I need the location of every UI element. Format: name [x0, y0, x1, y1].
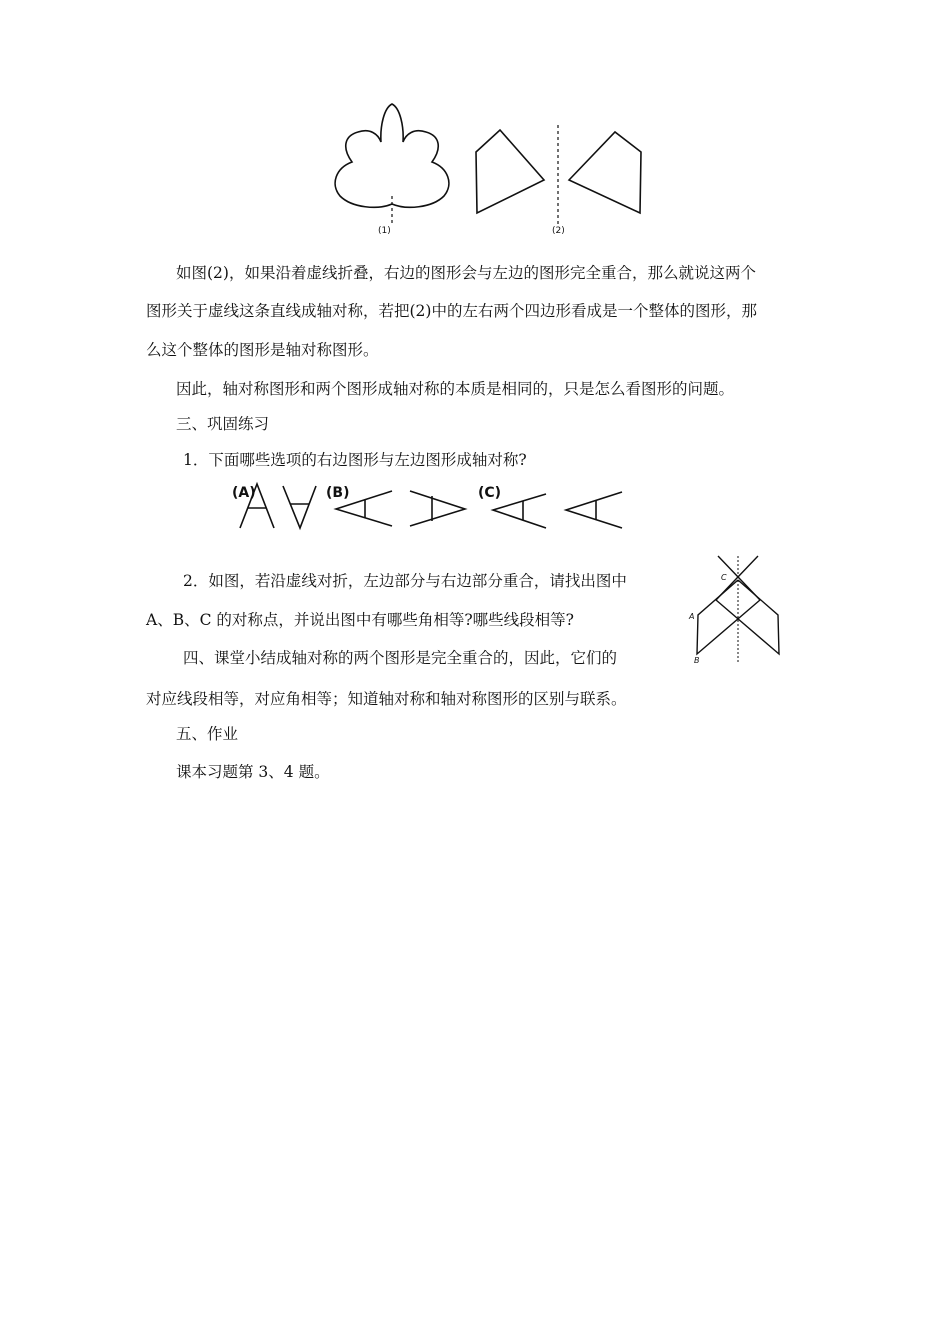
option-b-left-shape	[336, 491, 392, 526]
quadrilateral-right	[569, 132, 641, 213]
option-a-right-shape	[283, 486, 316, 528]
q2-point-a: A	[689, 612, 695, 621]
paragraph-2: 因此，轴对称图形和两个图形成轴对称的本质是相同的，只是怎么看图形的问题。	[176, 380, 735, 398]
section-3-heading: 三、巩固练习	[176, 415, 270, 433]
paragraph-1-line-2: 图形关于虚线这条直线成轴对称，若把(2)中的左右两个四边形看成是一个整体的图形，那	[146, 302, 757, 320]
option-a-left-shape	[240, 484, 274, 528]
option-c-left-shape	[493, 494, 546, 528]
question-1: 1．下面哪些选项的右边图形与左边图形成轴对称?	[183, 451, 527, 469]
option-c-right-shape	[566, 492, 622, 528]
figure-label-1: (1)	[378, 226, 391, 236]
section-4-line-1: 四、课堂小结成轴对称的两个图形是完全重合的，因此，它们的	[183, 649, 618, 667]
quadrilateral-left	[476, 130, 544, 213]
option-c-label: (C)	[478, 485, 502, 501]
paragraph-1-line-3: 么这个整体的图形是轴对称图形。	[146, 341, 379, 359]
q2-point-c: C	[721, 573, 727, 582]
q2-point-b: B	[694, 656, 700, 665]
paragraph-1-line-1: 如图(2)，如果沿着虚线折叠，右边的图形会与左边的图形完全重合，那么就说这两个	[176, 264, 756, 282]
figure-label-2: (2)	[552, 226, 565, 236]
homework-text: 课本习题第 3、4 题。	[176, 763, 330, 781]
option-b-label: (B)	[326, 485, 350, 501]
option-b-right-shape	[410, 491, 465, 526]
question-2-line-1: 2．如图，若沿虚线对折，左边部分与右边部分重合，请找出图中	[183, 572, 627, 590]
section-4-line-2: 对应线段相等，对应角相等；知道轴对称和轴对称图形的区别与联系。	[146, 690, 627, 708]
q2-right-part	[716, 556, 779, 654]
trefoil-shape	[335, 104, 449, 207]
question-2-line-2: A、B、C 的对称点，并说出图中有哪些角相等?哪些线段相等?	[146, 611, 574, 629]
option-a-label: (A)	[232, 485, 256, 501]
q2-left-part	[697, 556, 760, 654]
section-5-heading: 五、作业	[176, 725, 239, 743]
